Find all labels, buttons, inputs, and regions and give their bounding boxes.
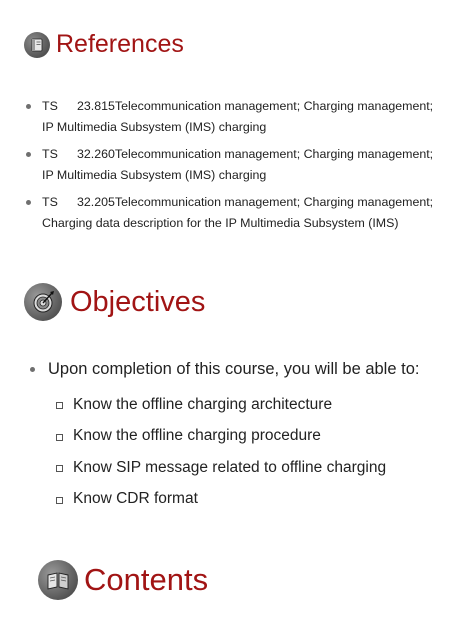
reference-code: TS — [42, 147, 58, 161]
reference-line-1 — [42, 144, 446, 165]
objective-text: Know the offline charging architecture — [73, 395, 333, 413]
contents-title: Contents — [84, 562, 209, 597]
reference-title: Telecommunication management; Charging management; — [114, 147, 434, 161]
reference-title: Telecommunication management; Charging management; — [114, 99, 434, 113]
objectives-header — [24, 283, 205, 321]
reference-line-1 — [42, 96, 446, 117]
contents-header — [38, 560, 208, 600]
reference-number: 23.815 — [77, 99, 115, 113]
square-bullet — [56, 497, 63, 504]
objective-item — [56, 426, 386, 447]
reference-item — [26, 192, 446, 234]
objective-item — [56, 489, 386, 510]
reference-title-continued: IP Multimedia Subsystem (IMS) charging — [42, 168, 267, 182]
square-bullet — [56, 434, 63, 441]
bullet — [26, 104, 31, 109]
reference-item — [26, 96, 446, 138]
objective-text: Know the offline charging procedure — [73, 427, 321, 444]
reference-number: 32.205 — [77, 195, 115, 209]
objectives-list — [56, 394, 386, 520]
reference-number: 32.260 — [77, 147, 115, 161]
open-book-icon — [38, 560, 78, 600]
objectives-intro-text: Upon completion of this course, you will be able to: — [48, 360, 420, 378]
reference-code: TS — [42, 195, 58, 209]
reference-title-continued: Charging data description for the IP Multimedia Subsystem (IMS) — [42, 216, 399, 230]
objective-item — [56, 457, 386, 478]
reference-code: TS — [42, 99, 58, 113]
square-bullet — [56, 465, 63, 472]
bullet — [26, 200, 31, 205]
target-icon — [24, 283, 62, 321]
square-bullet — [56, 402, 63, 409]
objective-text: Know SIP message related to offline charging — [73, 458, 387, 476]
reference-title: Telecommunication management; Charging management; — [114, 195, 434, 209]
objectives-title: Objectives — [70, 285, 206, 318]
bullet — [26, 152, 31, 157]
objective-text: Know CDR format — [73, 490, 198, 507]
book-icon — [24, 32, 50, 58]
reference-line-1 — [42, 192, 446, 213]
reference-item — [26, 144, 446, 186]
objective-item — [56, 394, 386, 415]
reference-title-continued: IP Multimedia Subsystem (IMS) charging — [42, 120, 267, 134]
objectives-intro — [30, 360, 419, 379]
bullet — [30, 367, 35, 372]
references-list — [26, 96, 446, 240]
references-title: References — [56, 30, 184, 58]
references-header — [24, 30, 184, 59]
